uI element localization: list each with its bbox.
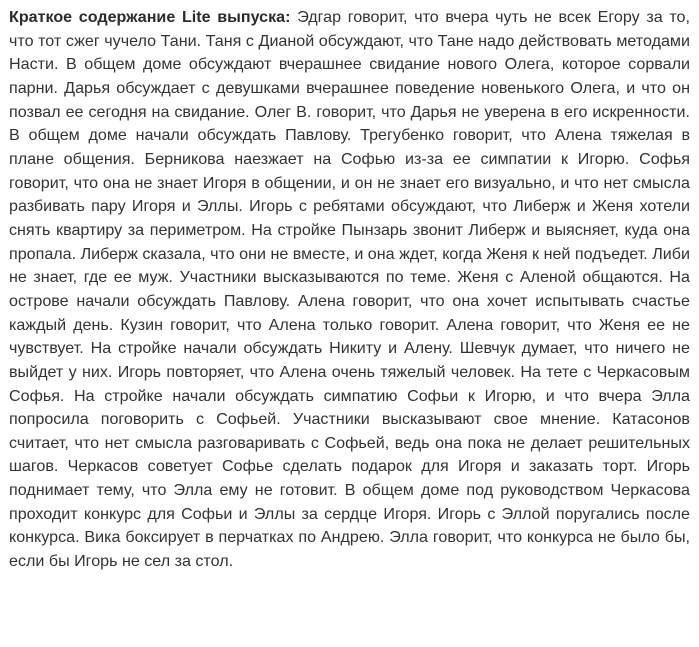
summary-paragraph [9, 6, 690, 574]
summary-label: Краткое содержание Lite выпуска: [9, 8, 291, 26]
summary-text: Эдгар говорит, что вчера чуть не всек Егору за то, что тот сжег чучело Тани. Таня с Дианой обсуждают, что Тане надо действовать методами Насти. В общем доме обсуждают вчерашнее свидание нового Олега, которое сорвали парни. Дарья обсуждает с девушками вчерашнее поведение новенького Олега, и что он позвал ее сегодня на свидание. Олег В. говорит, что Дарья не уверена в его искренности. В общем доме начали обсуждать Павлову. Трегубенко говорит, что Алена тяжелая в плане общения. Берникова наезжает на Софью из-за ее симпатии к Игорю. Софья говорит, что она не знает Игоря в общении, и он не знает его визуально, и что нет смысла разбивать пару Игоря и Эллы. Игорь с ребятами обсуждают, что Либерж и Женя хотели снять квартиру за периметром. На стройке Пынзарь звонит Либерж и выясняет, куда она пропала. Либерж сказала, что они не вместе, и она ждет, когда Женя к ней подъедет. Либи не знает, где ее муж. Участники высказываются по теме. Женя с Аленой общаются. На острове начали обсуждать Павлову. Алена говорит, что она хочет испытывать счастье каждый день. Кузин говорит, что Алена только говорит. Алена говорит, что Женя ее не чувствует. На стройке начали обсуждать Никиту и Алену. Шевчук думает, что ничего не выйдет у них. Игорь повторяет, что Алена очень тяжелый человек. На тете с Черкасовым Софья. На стройке начали обсуждать симпатию Софьи к Игорю, и что вчера Элла попросила поговорить с Софьей. Участники высказывают свое мнение. Катасонов считает, что нет смысла разговаривать с Софьей, ведь она пока не делает решительных шагов. Черкасов советует Софье сделать подарок для Игоря и заказать торт. Игорь поднимает тему, что Элла ему не готовит. В общем доме под руководством Черкасова проходит конкурс для Софьи и Эллы за сердце Игоря. Игорь с Эллой поругались после конкурса. Вика боксирует в перчатках по Андрею. Элла говорит, что конкурса не было бы, если бы Игорь не сел за стол. [9, 8, 690, 571]
